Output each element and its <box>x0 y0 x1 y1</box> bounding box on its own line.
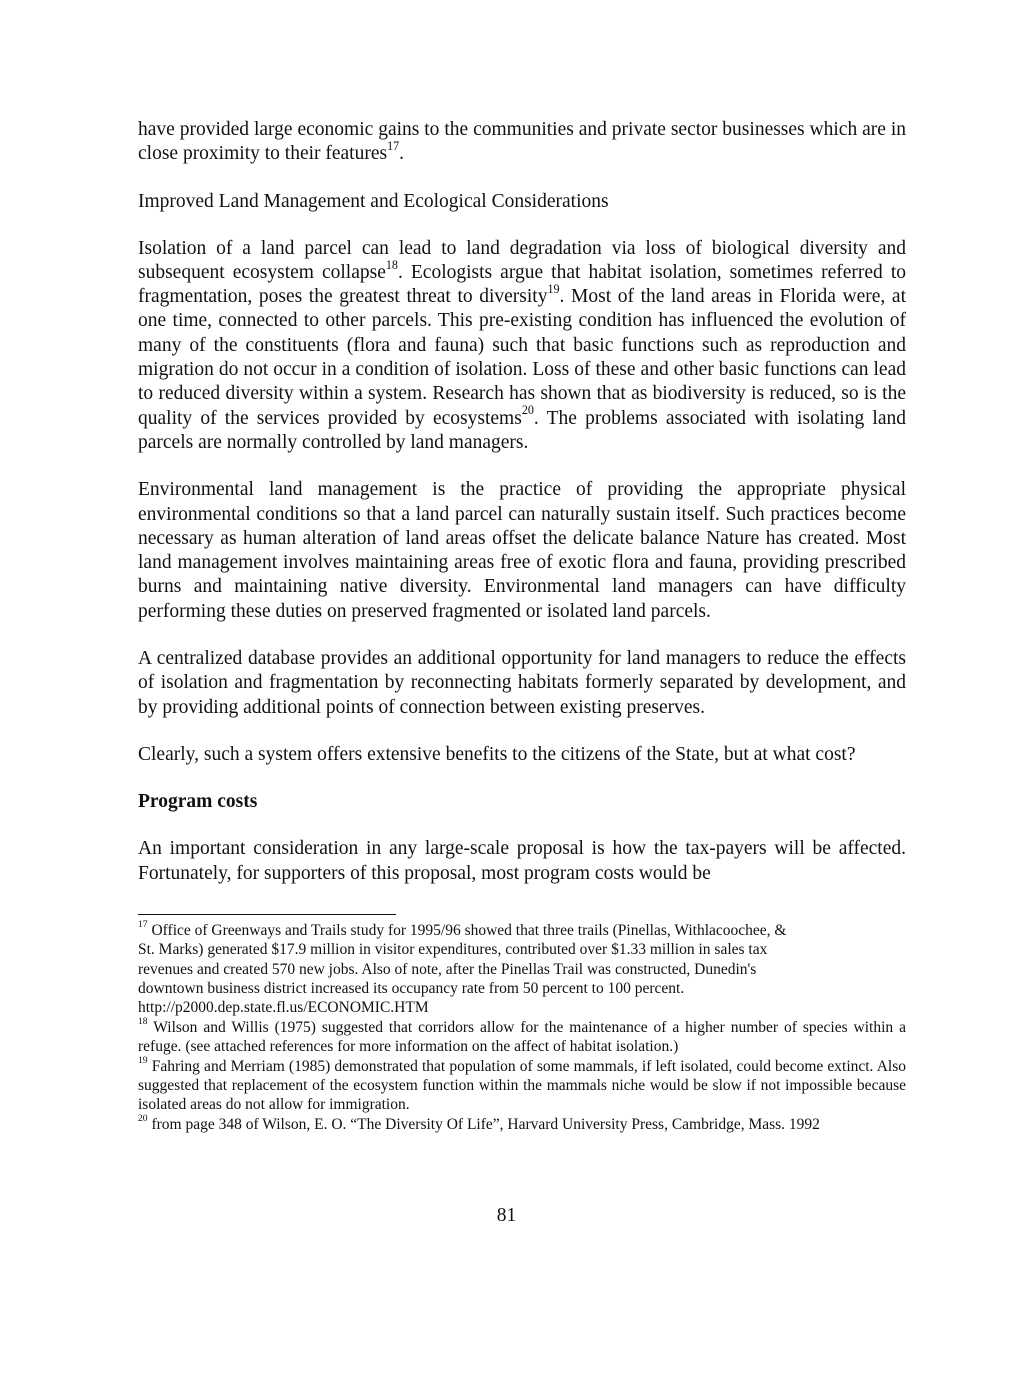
footnote-17-line-3: revenues and created 570 new jobs. Also of note, after the Pinellas Trail was constructed, Dunedin's <box>138 960 757 978</box>
footnote-18: $^{18}$ Wilson and Willis (1975) suggested that corridors allow for the maintenance of a higher number of species within a refuge. (see attached references for more information on the affect of habitat isolation.) <box>138 1016 906 1056</box>
footnote-number: 20 <box>138 1113 148 1125</box>
footnote-divider <box>138 914 396 915</box>
footnote-17-url[interactable]: http://p2000.dep.state.fl.us/ECONOMIC.HTM <box>138 999 429 1017</box>
footnote-number: 18 <box>138 1016 148 1028</box>
footnote-ref-20[interactable]: 20 <box>521 403 534 418</box>
paragraph-centralized-database: A centralized database provides an additional opportunity for land managers to reduce the effects of isolation and fragmentation by reconnecting habitats formerly separated by development, and by providing additional points of connection between existing preserves. <box>138 648 906 718</box>
footnote-20: $^{20}$ from page 348 of Wilson, E. O. “The Diversity Of Life”, Harvard University Press, Cambridge, Mass. 1992 <box>138 1113 820 1133</box>
paragraph-text: have provided large economic gains to the communities and private sector businesses which are in close proximity to their features <box>138 119 906 165</box>
footnote-number: 19 <box>138 1055 148 1067</box>
footnote-19: $^{19}$ Fahring and Merriam (1985) demonstrated that population of some mammals, if left isolated, could become extinct. Also suggested that replacement of the ecosystem function within the mammals niche would be slow if not impossible because isolated areas do not allow for immigration. <box>138 1055 906 1114</box>
paragraph-economic-gains: have provided large economic gains to the communities and private sector businesses which are in close proximity to their features$^{17}$. <box>138 119 906 165</box>
page-number: 81 <box>496 1205 517 1226</box>
page-content <box>138 118 906 1134</box>
section-heading-program-costs: Program costs <box>138 791 258 813</box>
footnote-ref-18[interactable]: 18 <box>385 257 398 272</box>
section-heading-land-management: Improved Land Management and Ecological Considerations <box>138 190 609 212</box>
paragraph-isolation: Isolation of a land parcel can lead to land degradation via loss of biological diversity and subsequent ecosystem collapse$^{18}$. Ecologists argue that habitat isolation, sometimes referred to fragmentation, poses the greatest threat to diversity$^{19}$. Most of the land areas in Florida were, at one time, connected to other parcels. This pre-existing condition has influenced the evolution of many of the constituents (flora and fauna) such that basic functions such as reproduction and migration do not occur in a condition of isolation. Loss of these and other basic functions can lead to reduced diversity within a system. Research has shown that as biodiversity is reduced, so is the quality of the services provided by ecosystems$^{20}$. The problems associated with isolating land parcels are normally controlled by land managers. <box>138 237 906 453</box>
footnote-number: 17 <box>138 919 148 931</box>
footnote-17-line-1: $^{17}$ Office of Greenways and Trails study for 1995/96 showed that three trails (Pinellas, Withlacoochee, & <box>138 919 787 939</box>
paragraph-tax-payers: An important consideration in any large-scale proposal is how the tax-payers will be affected. Fortunately, for supporters of this proposal, most program costs would be <box>138 838 906 884</box>
footnote-17-line-2: St. Marks) generated $17.9 million in visitor expenditures, contributed over $1.33 million in sales tax <box>138 941 768 959</box>
footnote-ref-17[interactable]: 17 <box>387 138 400 153</box>
paragraph-benefits-question: Clearly, such a system offers extensive benefits to the citizens of the State, but at what cost? <box>138 743 856 765</box>
footnote-17 <box>138 921 906 1018</box>
footnote-17-line-4: downtown business district increased its occupancy rate from 50 percent to 100 percent. <box>138 980 685 998</box>
footnote-ref-19[interactable]: 19 <box>547 281 560 296</box>
paragraph-environmental-management: Environmental land management is the practice of providing the appropriate physical environmental conditions so that a land parcel can naturally sustain itself. Such practices become necessary as human alteration of land areas offset the delicate balance Nature has created. Most land management involves maintaining areas free of exotic flora and fauna, providing prescribed burns and maintaining native diversity. Environmental land managers can have difficulty performing these duties on preserved fragmented or isolated land parcels. <box>138 479 906 622</box>
